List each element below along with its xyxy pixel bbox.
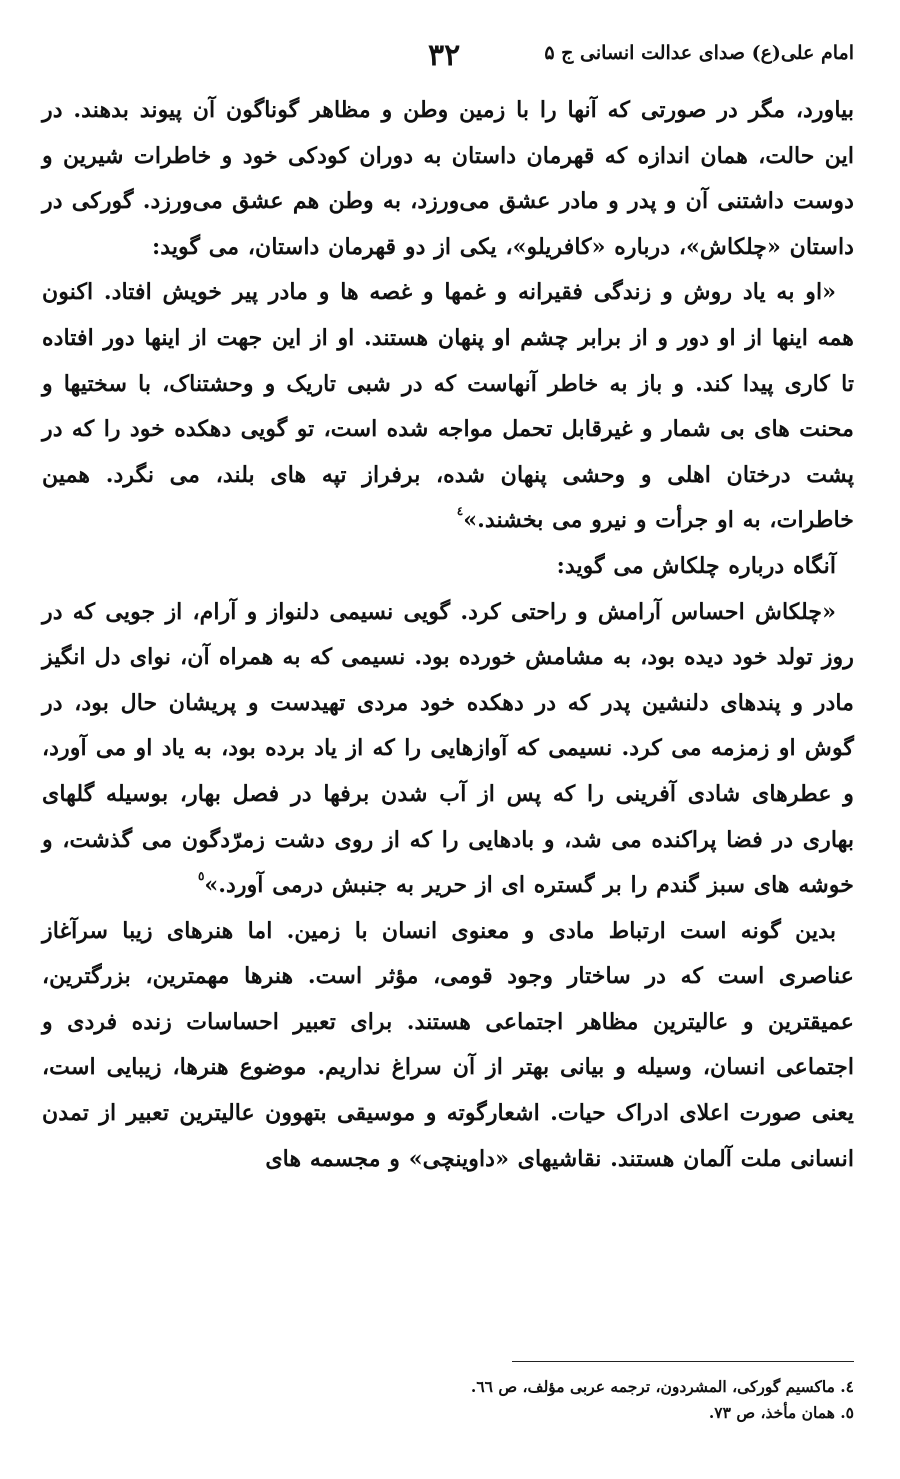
paragraph [42, 909, 854, 1183]
paragraph-text: آنگاه درباره چلکاش می گوید: [556, 552, 836, 579]
paragraph-text: بدین گونه است ارتباط مادی و معنوی انسان با زمین. اما هنرهای زیبا سرآغاز عناصری است که در ساختار وجود قومی، مؤثر است. هنرها مهمترین، بزرگترین، عمیقترین و عالیترین مظاهر اجتماعی هستند. برای تعبیر احساسات زنده فردی و اجتماعی انسان، وسیله و بیانی بهتر از آن سراغ نداریم. موضوع هنرها، زیبایی است، یعنی صورت اعلای ادراک حیات. اشعارگوته و موسیقی بتهوون عالیترین تعبیر از تمدن انسانی ملت آلمان هستند. نقاشیهای «داوینچی» و مجسمه های [42, 917, 854, 1172]
body-text [42, 88, 854, 1182]
running-header [40, 38, 854, 78]
header-title: امام علی(ع) صدای عدالت انسانی ج ۵ [544, 42, 854, 64]
quote-paragraph [42, 590, 854, 909]
paragraph [42, 88, 854, 270]
footnote-separator [512, 1361, 854, 1362]
page-number: ٣٢ [428, 38, 461, 73]
paragraph-text: بیاورد، مگر در صورتی که آنها را با زمین وطن و مظاهر گوناگون آن پیوند بدهند. در این حالت، همان اندازه که قهرمان داستان به دوران کودکی خود و خاطرات شیرین و دوست داشتنی آن و پدر و مادر عشق می‌ورزد، به وطن هم عشق می‌ورزد. گورکی در داستان «چلکاش»، درباره «کافریلو»، یکی از دو قهرمان داستان، می گوید: [42, 97, 854, 260]
footnote: ٥. همان مأخذ، ص ٧٣. [708, 1403, 854, 1422]
footnotes [154, 1374, 854, 1426]
footnote-marker: ٤ [456, 504, 464, 519]
paragraph-text: «چلکاش احساس آرامش و راحتی کرد. گویی نسیمی دلنواز و آرام، از جویی که در روز تولد خود دیده بود، به مشامش خورده بود. نسیمی که به همراه آن، نوای دل انگیز مادر و پندهای دلنشین پدر که در دهکده خود مردی تهیدست و پریشان حال بود، در گوش او زمزمه می کرد. نسیمی که آوازهایی را که از یاد برده بود، به یاد او می آورد، و عطرهای شادی آفرینی را که پس از آب شدن برفها در فصل بهار، بوسیله گلهای بهاری در فضا پراکنده می شد، و بادهایی را که از روی دشت زمرّدگون می گذشت، و خوشه های سبز گندم را بر گستره ای از حریر به جنبش درمی آورد.» [42, 598, 854, 899]
paragraph-text: «او به یاد روش و زندگی فقیرانه و غمها و غصه ها و مادر پیر خویش افتاد. اکنون همه اینها از او دور و از برابر چشم او پنهان هستند. او از این جهت از اینها دور افتاده تا کاری پیدا کند. و باز به خاطر آنهاست که در شبی تاریک و وحشتناک، با سختیها و محنت های بی شمار و غیرقابل تحمل مواجه شده است، تو گویی دهکده خود را که در پشت درختان اهلی و وحشی پنهان شده، برفراز تپه های بلند، می نگرد. همین خاطرات، به او جرأت و نیرو می بخشند.» [42, 279, 854, 534]
paragraph [42, 544, 854, 590]
quote-paragraph [42, 270, 854, 544]
footnote-marker: ٥ [197, 869, 205, 884]
footnote: ٤. ماکسیم گورکی، المشردون، ترجمه عربی مؤلف، ص ٦٦. [470, 1377, 854, 1396]
